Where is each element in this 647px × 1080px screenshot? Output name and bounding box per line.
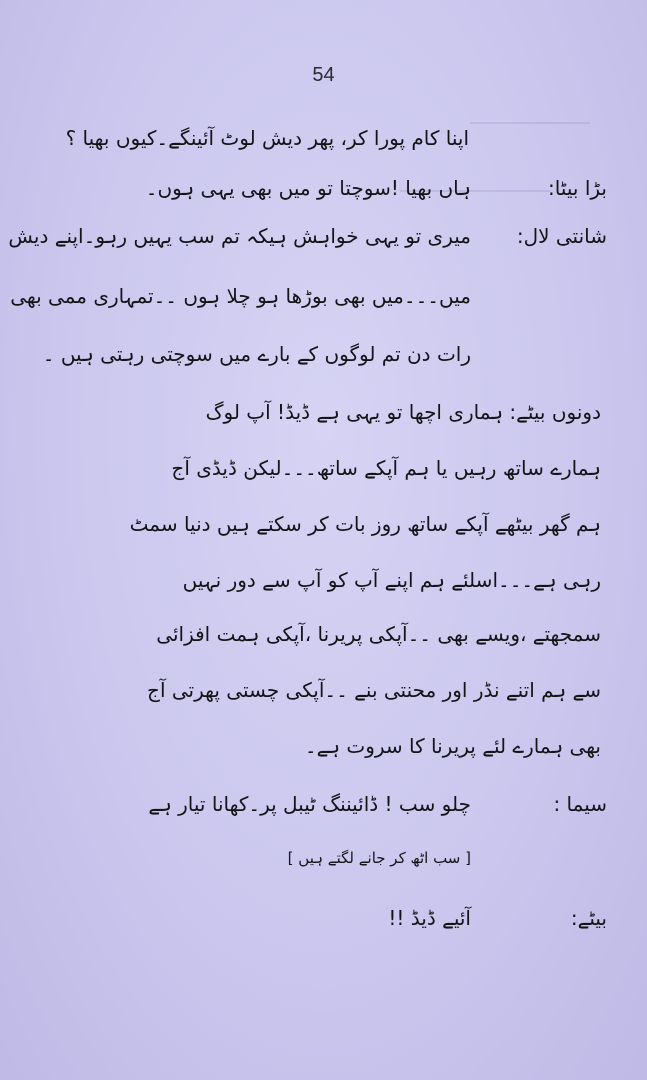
line-9: رہی ہے۔۔۔اسلئے ہم اپنے آپ کو آپ سے دور نہیں [182,568,601,592]
speaker-shanti-lal: شانتی لال: [516,224,607,248]
line-11: سے ہم اتنے نڈر اور محنتی بنے ۔۔آپکی چستی پھرتی آج [147,678,601,702]
line-10: سمجھتے ،ویسے بھی ۔۔آپکی پریرنا ،آپکی ہمت افزائی [156,622,601,646]
line-4: میں۔۔۔میں بھی بوڑھا ہو چلا ہوں ۔۔تمہاری ممی بھی [10,284,471,308]
line-1: اپنا کام پورا کر، پھر دیش لوٹ آئینگے۔کیوں بھیا ؟ [65,126,469,150]
speaker-big-son: بڑا بیٹا: [548,176,607,200]
final-line: آئیے ڈیڈ !! [388,906,471,930]
line-6: دونوں بیٹے: ہماری اچھا تو یہی ہے ڈیڈ! آپ لوگ [205,400,601,424]
speaker-sons: بیٹے: [570,906,607,930]
line-8: ہم گھر بیٹھے آپکے ساتھ روز بات کر سکتے ہیں دنیا سمٹ [129,512,601,536]
faint-mark-1 [470,122,590,124]
line-12: بھی ہمارے لئے پریرنا کا سروت ہے۔ [304,734,601,758]
speaker-seema: سیما : [553,792,607,816]
line-2: ہاں بھیا !سوچتا تو میں بھی یہی ہوں۔ [145,176,471,200]
line-7: ہمارے ساتھ رہیں یا ہم آپکے ساتھ۔۔۔لیکن ڈیڈی آج [171,456,601,480]
stage-direction: [ سب اٹھ کر جانے لگتے ہیں ] [287,849,471,867]
page-number: 54 [312,64,335,86]
line-5: رات دن تم لوگوں کے بارے میں سوچتی رہتی ہیں ۔ [42,342,471,366]
line-13: چلو سب ! ڈائیننگ ٹیبل پر۔کھانا تیار ہے [148,792,471,816]
line-3: میری تو یہی خواہش ہیکہ تم سب یہیں رہو۔اپنے دیش [8,224,471,248]
